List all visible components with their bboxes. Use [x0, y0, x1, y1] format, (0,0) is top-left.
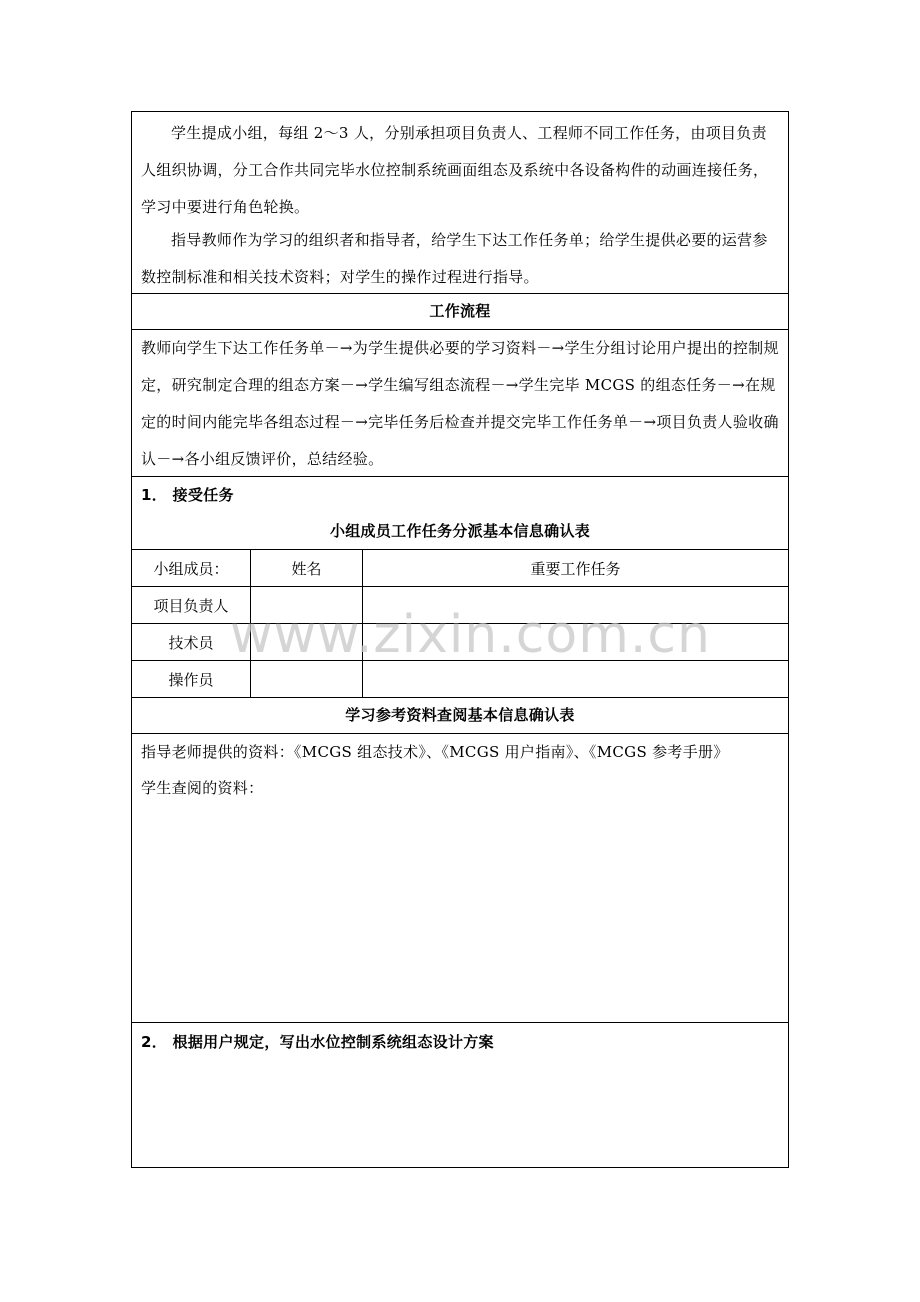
header-members: 小组成员： [153, 559, 229, 578]
assignment-table-title: 小组成员工作任务分派基本信息确认表 [329, 522, 591, 540]
section1-row [132, 477, 788, 550]
intro-paragraph-1: 学生提成小组，每组 2～3 人，分别承担项目负责人、工程师不同工作任务，由项目负责人组织协调，分工合作共同完毕水位控制系统画面组态及系统中各设备构件的动画连接任务，学习中要进行角色轮换。 [141, 124, 769, 216]
reference-title-row [132, 698, 788, 734]
section2-row [132, 1023, 788, 1167]
workflow-text: 教师向学生下达工作任务单－→为学生提供必要的学习资料－→学生分组讨论用户提出的控制规定，研究制定合理的组态方案－→学生编写组态流程－→学生完毕 MCGS 的组态任务－→在规定的时间内能完毕各组态过程－→完毕任务后检查并提交完毕工作任务单－→项目负责人验收确认－→各小组反馈评价，总结经验。 [141, 339, 779, 468]
teacher-materials: 指导老师提供的资料：《MCGS 组态技术》、《MCGS 用户指南》、《MCGS 参考手册》 [141, 743, 729, 761]
role-project-leader: 项目负责人 [153, 596, 229, 615]
workflow-title: 工作流程 [429, 302, 491, 320]
document-table [131, 111, 789, 1168]
section2-heading: 2． 根据用户规定，写出水位控制系统组态设计方案 [141, 1033, 494, 1051]
role-technician: 技术员 [168, 633, 214, 652]
intro-paragraph-2: 指导教师作为学习的组织者和指导者，给学生下达工作任务单；给学生提供必要的运营参数控制标准和相关技术资料；对学生的操作过程进行指导。 [141, 231, 768, 286]
role-operator: 操作员 [168, 670, 214, 689]
workflow-row [132, 330, 788, 477]
reference-row [132, 734, 788, 1023]
intro-row [132, 112, 788, 294]
header-name: 姓名 [291, 559, 322, 578]
header-main-task: 重要工作任务 [530, 559, 621, 578]
workflow-title-row [132, 294, 788, 330]
section1-heading: 1． 接受任务 [141, 486, 234, 504]
student-materials: 学生查阅的资料： [141, 779, 264, 797]
reference-title: 学习参考资料查阅基本信息确认表 [345, 706, 575, 724]
watermark: www.zixin.com.cn [230, 605, 711, 665]
assignment-table [132, 550, 788, 698]
